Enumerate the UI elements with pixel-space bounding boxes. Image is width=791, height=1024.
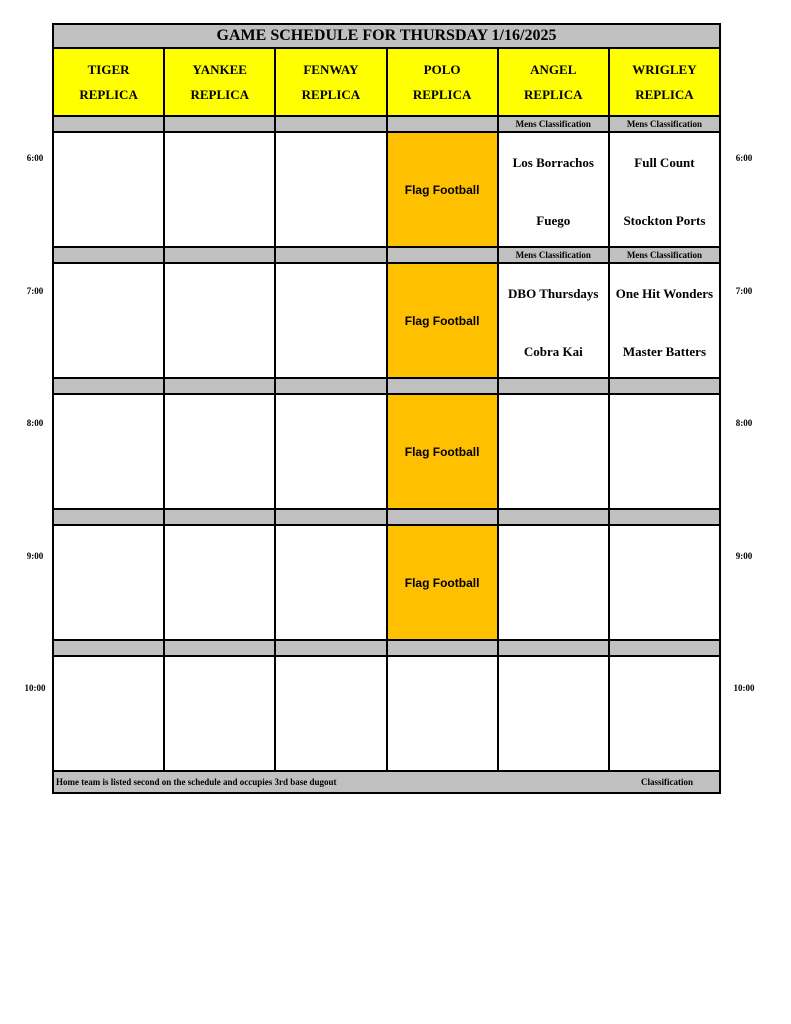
field-header-polo xyxy=(388,49,499,115)
classification-cell xyxy=(499,641,610,655)
game-row xyxy=(54,526,719,641)
classification-cell xyxy=(388,641,499,655)
time-label-left: 9:00 xyxy=(26,550,44,561)
classification-row xyxy=(54,248,719,264)
time-label-left: 10:00 xyxy=(24,683,46,693)
classification-cell xyxy=(610,641,719,655)
classification-cell xyxy=(276,641,387,655)
classification-cell xyxy=(276,117,387,131)
game-cell xyxy=(165,657,276,770)
classification-cell: Mens Classification xyxy=(626,119,703,129)
field-type: REPLICA xyxy=(412,87,472,102)
classification-cell xyxy=(499,510,610,524)
classification-cell xyxy=(388,117,499,131)
event-label: Flag Football xyxy=(404,575,480,590)
classification-cell xyxy=(54,117,165,131)
home-team: Master Batters xyxy=(622,344,707,359)
classification-cell: Mens Classification xyxy=(626,250,703,260)
time-label-right: 8:00 xyxy=(735,418,753,428)
game-cell xyxy=(165,526,276,639)
game-cell xyxy=(54,264,165,377)
event-label: Flag Football xyxy=(404,313,480,328)
field-name: ANGEL xyxy=(530,62,577,77)
game-cell xyxy=(499,264,610,377)
time-slot xyxy=(54,641,719,772)
event-label: Flag Football xyxy=(404,444,480,459)
game-cell xyxy=(499,395,610,508)
classification-cell xyxy=(388,248,499,262)
field-name: FENWAY xyxy=(303,62,359,77)
classification-cell xyxy=(54,379,165,393)
game-cell xyxy=(54,657,165,770)
flag-football-block xyxy=(388,133,499,246)
game-cell xyxy=(610,526,719,639)
game-cell xyxy=(54,133,165,246)
time-label-left: 7:00 xyxy=(26,285,44,296)
classification-cell xyxy=(610,379,719,393)
time-label-left: 8:00 xyxy=(26,418,44,428)
field-type: REPLICA xyxy=(190,87,250,102)
classification-cell xyxy=(165,379,276,393)
schedule-sheet xyxy=(52,23,721,794)
classification-row xyxy=(54,117,719,133)
away-team: DBO Thursdays xyxy=(508,286,599,301)
field-name: WRIGLEY xyxy=(632,62,697,77)
field-header-row xyxy=(54,49,719,117)
classification-cell xyxy=(388,379,499,393)
home-team: Stockton Ports xyxy=(623,213,706,228)
field-name: TIGER xyxy=(87,62,130,77)
game-cell xyxy=(276,657,387,770)
field-type: REPLICA xyxy=(79,87,138,102)
classification-cell: Mens Classification xyxy=(499,117,610,131)
flag-football-block xyxy=(388,264,499,377)
field-header-angel xyxy=(499,49,610,115)
classification-cell xyxy=(499,379,610,393)
away-team: Full Count xyxy=(634,155,695,170)
away-team: One Hit Wonders xyxy=(615,286,714,301)
game-cell xyxy=(499,657,610,770)
field-name: YANKEE xyxy=(192,62,247,77)
classification-cell xyxy=(54,248,165,262)
time-label-right: 10:00 xyxy=(733,683,755,693)
classification-cell xyxy=(388,510,499,524)
game-row xyxy=(54,657,719,772)
schedule-title: GAME SCHEDULE FOR THURSDAY 1/16/2025 xyxy=(54,25,719,49)
game-cell xyxy=(165,133,276,246)
field-name: POLO xyxy=(423,62,461,77)
event-label: Flag Football xyxy=(404,182,480,197)
classification-row xyxy=(54,641,719,657)
classification-row xyxy=(54,379,719,395)
game-cell xyxy=(54,526,165,639)
field-type: REPLICA xyxy=(635,87,694,102)
game-cell xyxy=(610,133,719,246)
time-slot xyxy=(54,510,719,641)
time-label-right: 6:00 xyxy=(735,153,753,163)
field-header-fenway xyxy=(276,49,387,115)
classification-cell xyxy=(165,117,276,131)
game-cell xyxy=(388,657,499,770)
game-row xyxy=(54,395,719,510)
time-slot xyxy=(54,117,719,248)
home-team: Fuego xyxy=(536,213,571,228)
game-cell xyxy=(276,264,387,377)
game-cell xyxy=(610,657,719,770)
time-label-right: 9:00 xyxy=(735,550,753,561)
field-header-wrigley xyxy=(610,49,719,115)
field-header-tiger xyxy=(54,49,165,115)
game-cell xyxy=(54,395,165,508)
game-cell xyxy=(276,133,387,246)
classification-cell xyxy=(276,510,387,524)
away-team: Los Borrachos xyxy=(512,155,594,170)
classification-cell xyxy=(54,641,165,655)
time-label-right: 7:00 xyxy=(735,285,753,296)
classification-legend: Classification xyxy=(640,777,693,787)
flag-football-block xyxy=(388,526,499,639)
classification-cell xyxy=(610,510,719,524)
game-cell xyxy=(165,264,276,377)
game-cell xyxy=(165,395,276,508)
game-cell xyxy=(499,526,610,639)
home-team: Cobra Kai xyxy=(523,344,583,359)
classification-cell xyxy=(54,510,165,524)
game-cell xyxy=(499,133,610,246)
time-slot xyxy=(54,248,719,379)
game-cell xyxy=(610,395,719,508)
classification-cell xyxy=(276,379,387,393)
field-type: REPLICA xyxy=(301,87,361,102)
classification-cell: Mens Classification xyxy=(499,248,610,262)
game-row xyxy=(54,264,719,379)
classification-cell xyxy=(165,641,276,655)
field-header-yankee xyxy=(165,49,276,115)
time-label-left: 6:00 xyxy=(26,153,44,163)
classification-cell xyxy=(276,248,387,262)
game-cell xyxy=(276,526,387,639)
game-cell xyxy=(610,264,719,377)
game-cell xyxy=(276,395,387,508)
classification-cell xyxy=(165,248,276,262)
flag-football-block xyxy=(388,395,499,508)
footer-note: Home team is listed second on the schedule and occupies 3rd base dugout xyxy=(56,777,337,787)
classification-cell xyxy=(165,510,276,524)
field-type: REPLICA xyxy=(524,87,583,102)
time-slots xyxy=(54,117,719,772)
classification-row xyxy=(54,510,719,526)
time-slot xyxy=(54,379,719,510)
game-row xyxy=(54,133,719,248)
schedule-footer xyxy=(54,772,719,792)
